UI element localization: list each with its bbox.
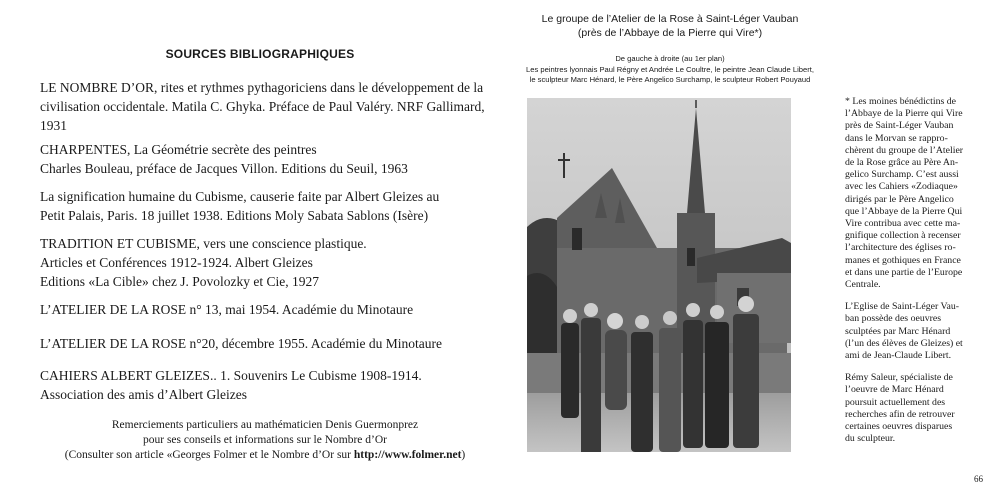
thanks-line: pour ses conseils et informations sur le Nombre d’Or xyxy=(142,434,387,446)
photo-title-line: Le groupe de l’Atelier de la Rose à Saint-Léger Vauban xyxy=(541,13,799,25)
thanks-prefix: (Consulter son article «Georges Folmer et le Nombre d’Or sur xyxy=(64,449,354,461)
entry-line: Articles et Conférences 1912-1924. Albert Gleizes xyxy=(40,255,313,270)
photo-caption xyxy=(510,54,830,86)
entry-line: civilisation occidentale. Matila C. Ghyka. Préface de Paul Valéry. NRF Gallimard, xyxy=(40,99,485,114)
entry-line: TRADITION ET CUBISME, vers une conscience plastique. xyxy=(40,236,367,251)
group-photograph xyxy=(527,98,791,452)
note-paragraph xyxy=(845,96,977,291)
page-title: SOURCES BIBLIOGRAPHIQUES xyxy=(165,47,355,61)
note-line: gnifique collection à recenser xyxy=(845,230,961,242)
entry-line: La signification humaine du Cubisme, causerie faite par Albert Gleizes au xyxy=(40,189,440,204)
entry-line: Association des amis d’Albert Gleizes xyxy=(40,387,247,402)
bibliography-entry xyxy=(40,187,490,225)
side-note xyxy=(845,96,977,455)
note-line: l’Abbaye de la Pierre qui Vire xyxy=(845,108,963,120)
note-line: * Les moines bénédictins de xyxy=(845,96,957,107)
thanks-suffix: ) xyxy=(461,449,466,461)
thanks-line: Remerciements particuliers au mathématicien Denis Guermonprez xyxy=(111,419,419,431)
caption-line: le sculpteur Marc Hénard, le Père Angelico Surchamp, le sculpteur Robert Pouyaud xyxy=(529,75,811,84)
caption-line: De gauche à droite (au 1er plan) xyxy=(615,54,725,63)
note-line: l’oeuvre de Marc Hénard xyxy=(845,384,944,396)
bibliography-entry xyxy=(40,366,490,404)
note-line: que l’Abbaye de la Pierre Qui xyxy=(845,205,963,217)
note-line: dirigés par le Père Angelico xyxy=(845,193,954,205)
note-line: de la Rose grâce au Père An- xyxy=(845,157,959,169)
photo-title-line: (près de l’Abbaye de la Pierre qui Vire*) xyxy=(577,27,763,39)
bibliography-entry xyxy=(40,334,490,353)
note-paragraph xyxy=(845,372,977,445)
note-line: ban possède des oeuvres xyxy=(845,313,942,325)
entry-line: Charles Bouleau, préface de Jacques Villon. Editions du Seuil, 1963 xyxy=(40,161,408,176)
note-line: du sculpteur. xyxy=(845,433,896,445)
entry-line: Petit Palais, Paris. 18 juillet 1938. Editions Moly Sabata Sablons (Isère) xyxy=(40,208,429,223)
note-line: recherches afin de retrouver xyxy=(845,408,955,420)
caption-line: Les peintres lyonnais Paul Régny et Andrée Le Coultre, le peintre Jean Claude Libert, xyxy=(526,64,814,74)
entry-line: LE NOMBRE D’OR, rites et rythmes pythagoriciens dans le développement de la xyxy=(40,80,484,95)
note-line: certaines oeuvres disparues xyxy=(845,421,953,433)
note-line: et dans une partie de l’Europe xyxy=(845,266,963,278)
bibliography-entry xyxy=(40,234,490,291)
note-line: gelico Surchamp. C’est aussi xyxy=(845,169,959,181)
acknowledgements xyxy=(40,418,490,463)
entry-line: Editions «La Cible» chez J. Povolozky et Cie, 1927 xyxy=(40,274,319,289)
entry-line: L’ATELIER DE LA ROSE n°20, décembre 1955. Académie du Minotaure xyxy=(40,336,442,351)
note-line: avec les Cahiers «Zodiaque» xyxy=(845,181,958,193)
note-line: Vire contribua avec cette ma- xyxy=(845,218,961,230)
note-line: (l’un des élèves de Gleizes) et xyxy=(845,337,963,349)
entry-line: 1931 xyxy=(40,118,67,133)
entry-line: CHARPENTES, La Géométrie secrète des peintres xyxy=(40,142,317,157)
note-line: poursuit actuellement des xyxy=(845,396,946,408)
note-line: ami de Jean-Claude Libert. xyxy=(845,350,952,362)
note-line: chèrent du groupe de l’Atelier xyxy=(845,144,964,156)
note-line: sculptées par Marc Hénard xyxy=(845,325,951,337)
note-line: Centrale. xyxy=(845,279,881,291)
note-line: près de Saint-Léger Vauban xyxy=(845,120,954,132)
note-line: dans le Morvan se rappro- xyxy=(845,132,948,144)
entry-line: L’ATELIER DE LA ROSE n° 13, mai 1954. Académie du Minotaure xyxy=(40,302,414,317)
photo-title xyxy=(520,12,820,40)
note-line: manes et gothiques en France xyxy=(845,254,961,266)
bibliography-entry xyxy=(40,140,490,178)
entry-line: CAHIERS ALBERT GLEIZES.. 1. Souvenirs Le Cubisme 1908-1914. xyxy=(40,368,422,383)
note-line: Rémy Saleur, spécialiste de xyxy=(845,372,953,384)
website-link[interactable]: http://www.folmer.net xyxy=(353,449,462,461)
note-line: L’Eglise de Saint-Léger Vau- xyxy=(845,301,959,313)
note-paragraph xyxy=(845,301,977,362)
thanks-line xyxy=(40,448,490,463)
bibliography-entry xyxy=(40,78,490,135)
note-line: l’architecture des églises ro- xyxy=(845,242,956,254)
page-number: 66 xyxy=(974,474,983,484)
bibliography-entry xyxy=(40,300,490,319)
